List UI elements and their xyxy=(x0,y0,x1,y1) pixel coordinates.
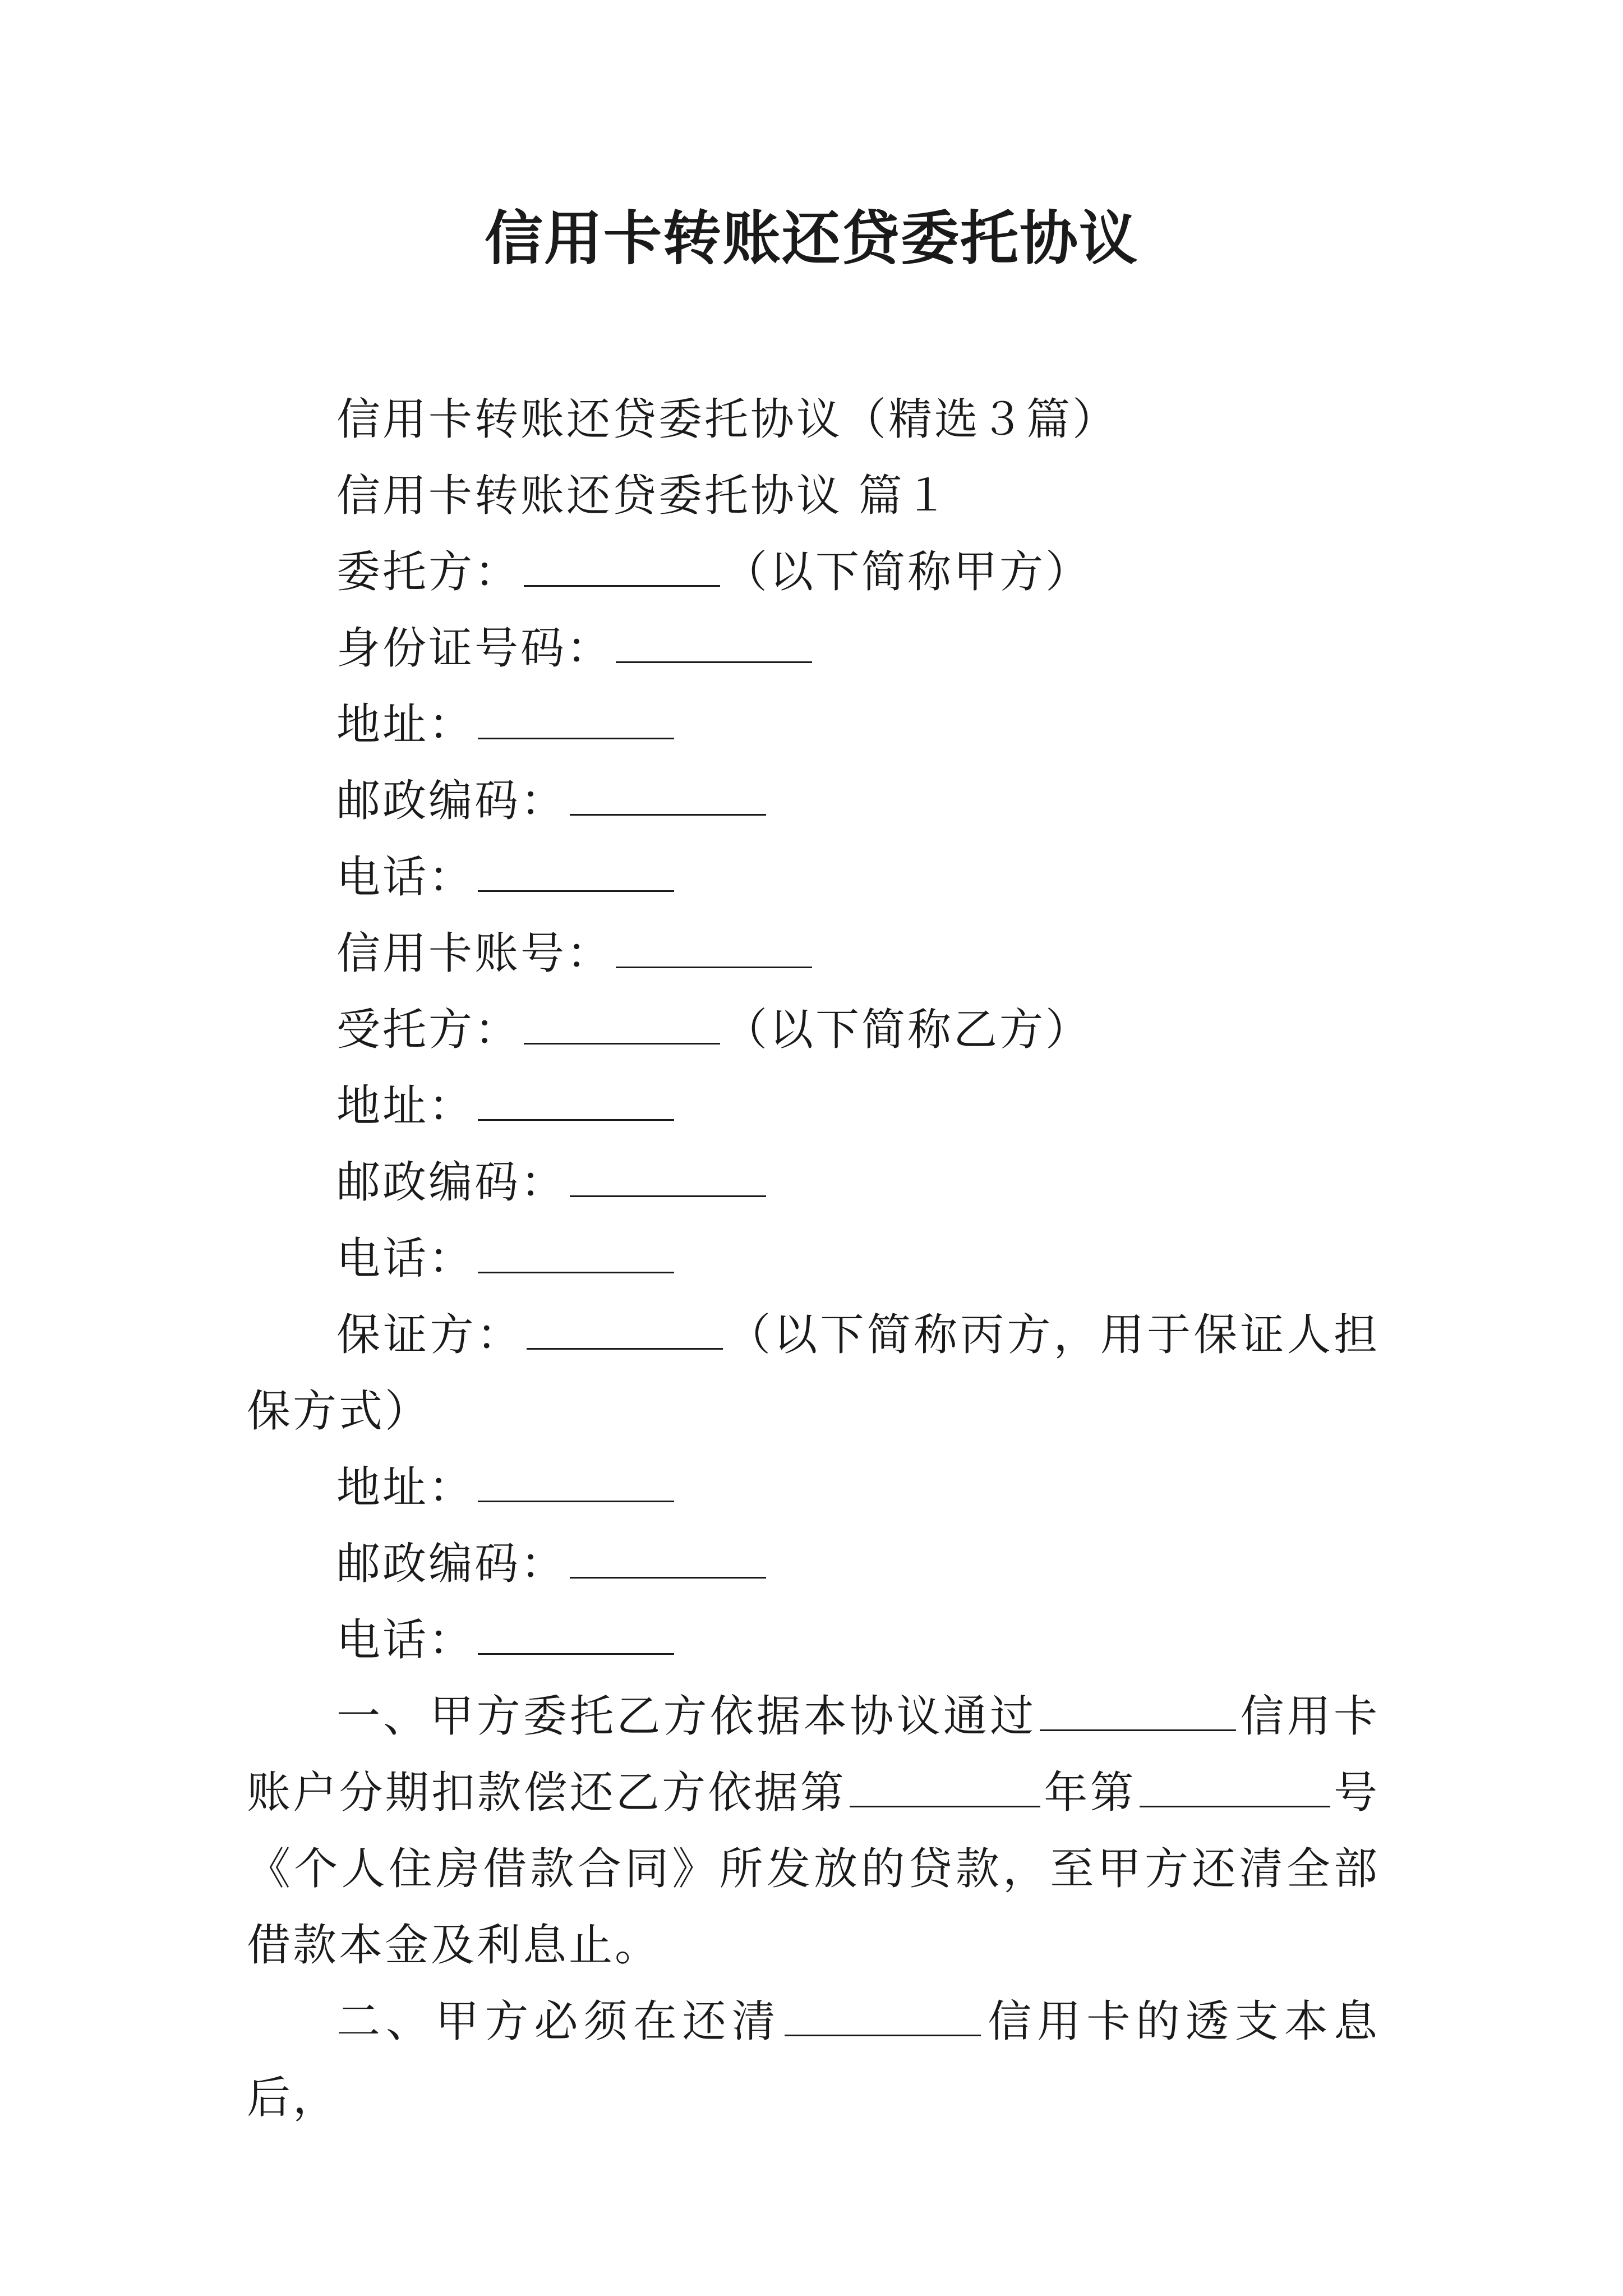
clause-one-text-3: 年第 xyxy=(1044,1768,1136,1818)
document-body xyxy=(247,381,1380,2136)
principal-postcode-blank xyxy=(570,778,766,816)
section-heading: 信用卡转账还贷委托协议 篇１ xyxy=(336,471,951,521)
principal-postcode-label: 邮政编码： xyxy=(336,776,567,826)
clause-one-text-1: 一、甲方委托乙方依据本协议通过 xyxy=(336,1691,1037,1742)
agent-postcode-label: 邮政编码： xyxy=(336,1157,567,1208)
principal-address-label: 地址： xyxy=(336,700,475,750)
agent-address-line xyxy=(247,1068,1380,1144)
agent-line xyxy=(247,992,1380,1068)
guarantor-paragraph xyxy=(247,1297,1380,1450)
clause-one-number-blank xyxy=(1140,1770,1330,1807)
agent-blank xyxy=(524,1007,720,1045)
agent-address-blank xyxy=(478,1083,674,1121)
clause-one-year-blank xyxy=(850,1770,1040,1807)
agent-phone-label: 电话： xyxy=(336,1234,475,1284)
principal-phone-label: 电话： xyxy=(336,852,475,903)
clause-one-paragraph xyxy=(247,1678,1380,1984)
id-number-label: 身份证号码： xyxy=(336,623,613,674)
clause-two-text-2: 信用卡的透支本息后， xyxy=(247,1996,1380,2123)
card-account-line xyxy=(247,915,1380,992)
principal-address-blank xyxy=(478,702,674,739)
guarantor-phone-label: 电话： xyxy=(336,1615,475,1665)
agent-postcode-line xyxy=(247,1144,1380,1221)
guarantor-blank xyxy=(527,1312,723,1350)
agent-phone-line xyxy=(247,1221,1380,1297)
card-account-label: 信用卡账号： xyxy=(336,928,613,979)
principal-postcode-line xyxy=(247,763,1380,839)
guarantor-phone-line xyxy=(247,1602,1380,1678)
agent-address-label: 地址： xyxy=(336,1081,475,1131)
guarantor-postcode-line xyxy=(247,1526,1380,1602)
id-number-line xyxy=(247,610,1380,687)
document-title: 信用卡转账还贷委托协议 xyxy=(484,204,1138,273)
principal-phone-line xyxy=(247,839,1380,915)
principal-phone-blank xyxy=(478,854,674,892)
guarantor-postcode-label: 邮政编码： xyxy=(336,1539,567,1589)
clause-one-card-blank xyxy=(1040,1694,1236,1731)
clause-one-text-2: 信用卡账户分期扣款偿还乙方依据第 xyxy=(247,1691,1380,1818)
guarantor-address-line xyxy=(247,1450,1380,1526)
agent-phone-blank xyxy=(478,1236,674,1273)
guarantor-address-label: 地址： xyxy=(336,1462,475,1513)
subtitle: 信用卡转账还贷委托协议（精选３篇） xyxy=(336,394,1119,445)
principal-address-line xyxy=(247,687,1380,763)
clause-one-text-4: 号《个人住房借款合同》所发放的贷款，至甲方还清全部借款本金及利息止。 xyxy=(247,1768,1380,1971)
card-account-blank xyxy=(616,931,812,968)
guarantor-suffix: （以下简称丙方，用于保证人担保方式） xyxy=(247,1310,1380,1437)
agent-label: 受托方： xyxy=(336,1005,521,1055)
principal-blank xyxy=(524,549,720,587)
principal-label: 委托方： xyxy=(336,547,521,597)
id-number-blank xyxy=(616,625,812,663)
guarantor-label: 保证方： xyxy=(336,1310,523,1360)
subtitle-line xyxy=(247,381,1380,458)
guarantor-phone-blank xyxy=(478,1617,674,1655)
clause-two-text-1: 二、甲方必须在还清 xyxy=(336,1996,782,2047)
agent-suffix: （以下简称乙方） xyxy=(723,1005,1092,1055)
section-heading-line xyxy=(247,458,1380,534)
clause-two-paragraph xyxy=(247,1984,1380,2136)
guarantor-address-blank xyxy=(478,1465,674,1502)
principal-suffix: （以下简称甲方） xyxy=(723,547,1092,597)
guarantor-postcode-blank xyxy=(570,1541,766,1579)
clause-two-card-blank xyxy=(785,1999,981,2036)
agent-postcode-blank xyxy=(570,1159,766,1197)
principal-line xyxy=(247,534,1380,610)
